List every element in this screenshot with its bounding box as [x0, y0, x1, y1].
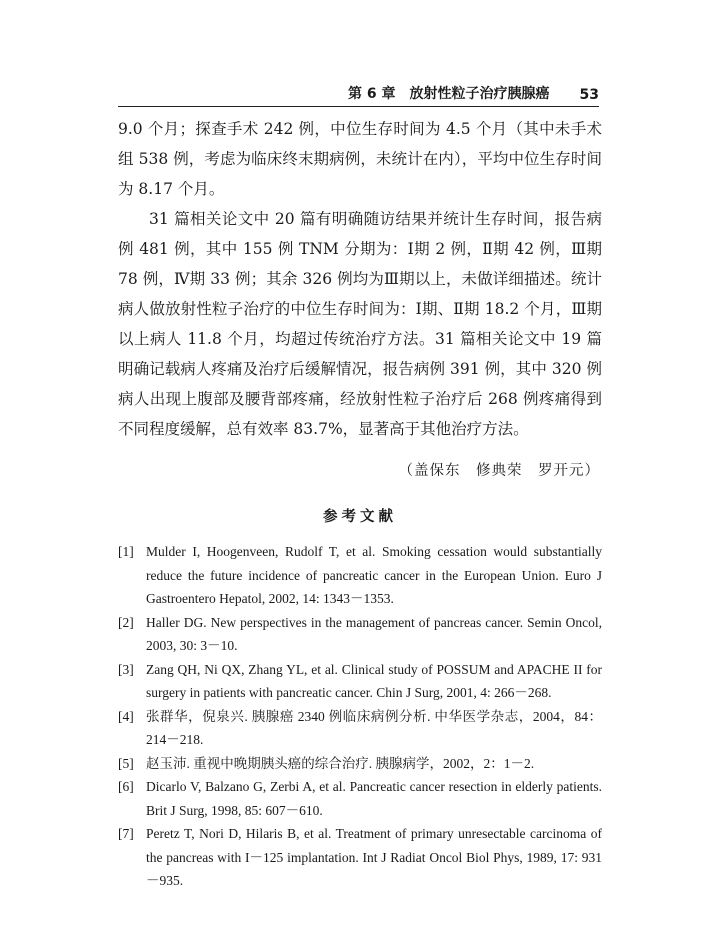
paragraph: 9.0 个月；探查手术 242 例，中位生存时间为 4.5 个月（其中未手术组 538 例，考虑为临床终末期病例，未统计在内），平均中位生存时间为 8.17 个月。	[118, 120, 602, 198]
reference-number: [3]	[118, 661, 134, 677]
reference-text: 赵玉沛. 重视中晚期胰头癌的综合治疗. 胰腺病学，2002，2：1－2.	[146, 755, 535, 771]
reference-number: [2]	[118, 614, 134, 630]
reference-number: [5]	[118, 755, 134, 771]
reference-item	[118, 540, 602, 611]
reference-item	[118, 611, 602, 658]
reference-number: [6]	[118, 779, 134, 794]
reference-number: [7]	[118, 826, 134, 841]
reference-number: [1]	[118, 544, 134, 559]
reference-text: Haller DG. New perspectives in the management of pancreas cancer. Semin Oncol, 2003, 30: 3－10.	[146, 614, 602, 653]
reference-text: Zang QH, Ni QX, Zhang YL, et al. Clinical study of POSSUM and APACHE II for surgery in patients with pancreatic cancer. Chin J Surg, 2001, 4: 266－268.	[146, 661, 602, 700]
reference-list	[118, 540, 602, 893]
reference-text: Peretz T, Nori D, Hilaris B, et al. Treatment of primary unresectable carcinoma of the pancreas with I－125 implantation. Int J Radiat Oncol Biol Phys, 1989, 17: 931－935.	[146, 826, 602, 888]
chapter-title: 第 6 章 放射性粒子治疗胰腺癌	[348, 86, 550, 102]
reference-item	[118, 658, 602, 705]
reference-item	[118, 705, 602, 752]
reference-item	[118, 775, 602, 822]
reference-item	[118, 752, 602, 776]
body-text	[118, 114, 602, 444]
reference-number: [4]	[118, 708, 134, 724]
reference-text: Dicarlo V, Balzano G, Zerbi A, et al. Pancreatic cancer resection in elderly patients. Brit J Surg, 1998, 85: 607－610.	[146, 779, 602, 818]
reference-text: Mulder I, Hoogenveen, Rudolf T, et al. Smoking cessation would substantially reduce the future incidence of pancreatic cancer in the European Union. Euro J Gastroentero Hepatol, 2002, 14: 1343－1353.	[146, 544, 602, 606]
page-number: 53	[579, 87, 599, 103]
running-header	[118, 81, 599, 107]
authors-line: （盖保东 修典荣 罗开元）	[398, 463, 600, 479]
reference-item	[118, 822, 602, 893]
reference-text: 张群华，倪泉兴. 胰腺癌 2340 例临床病例分析. 中华医学杂志，2004，84：214－218.	[146, 708, 602, 747]
references-heading: 参考文献	[323, 509, 397, 525]
paragraph: 31 篇相关论文中 20 篇有明确随访结果并统计生存时间，报告病例 481 例，其中 155 例 TNM 分期为：Ⅰ期 2 例，Ⅱ期 42 例，Ⅲ期 78 例，Ⅳ期 33 例；其余 326 例均为Ⅲ期以上，未做详细描述。统计病人做放射性粒子治疗的中位生存时间为：Ⅰ期、Ⅱ期 18.2 个月，Ⅲ期以上病人 11.8 个月，均超过传统治疗方法。31 篇相关论文中 19 篇明确记载病人疼痛及治疗后缓解情况，报告病例 391 例，其中 320 例病人出现上腹部及腰背部疼痛，经放射性粒子治疗后 268 例疼痛得到不同程度缓解，总有效率 83.7%，显著高于其他治疗方法。	[118, 210, 602, 438]
